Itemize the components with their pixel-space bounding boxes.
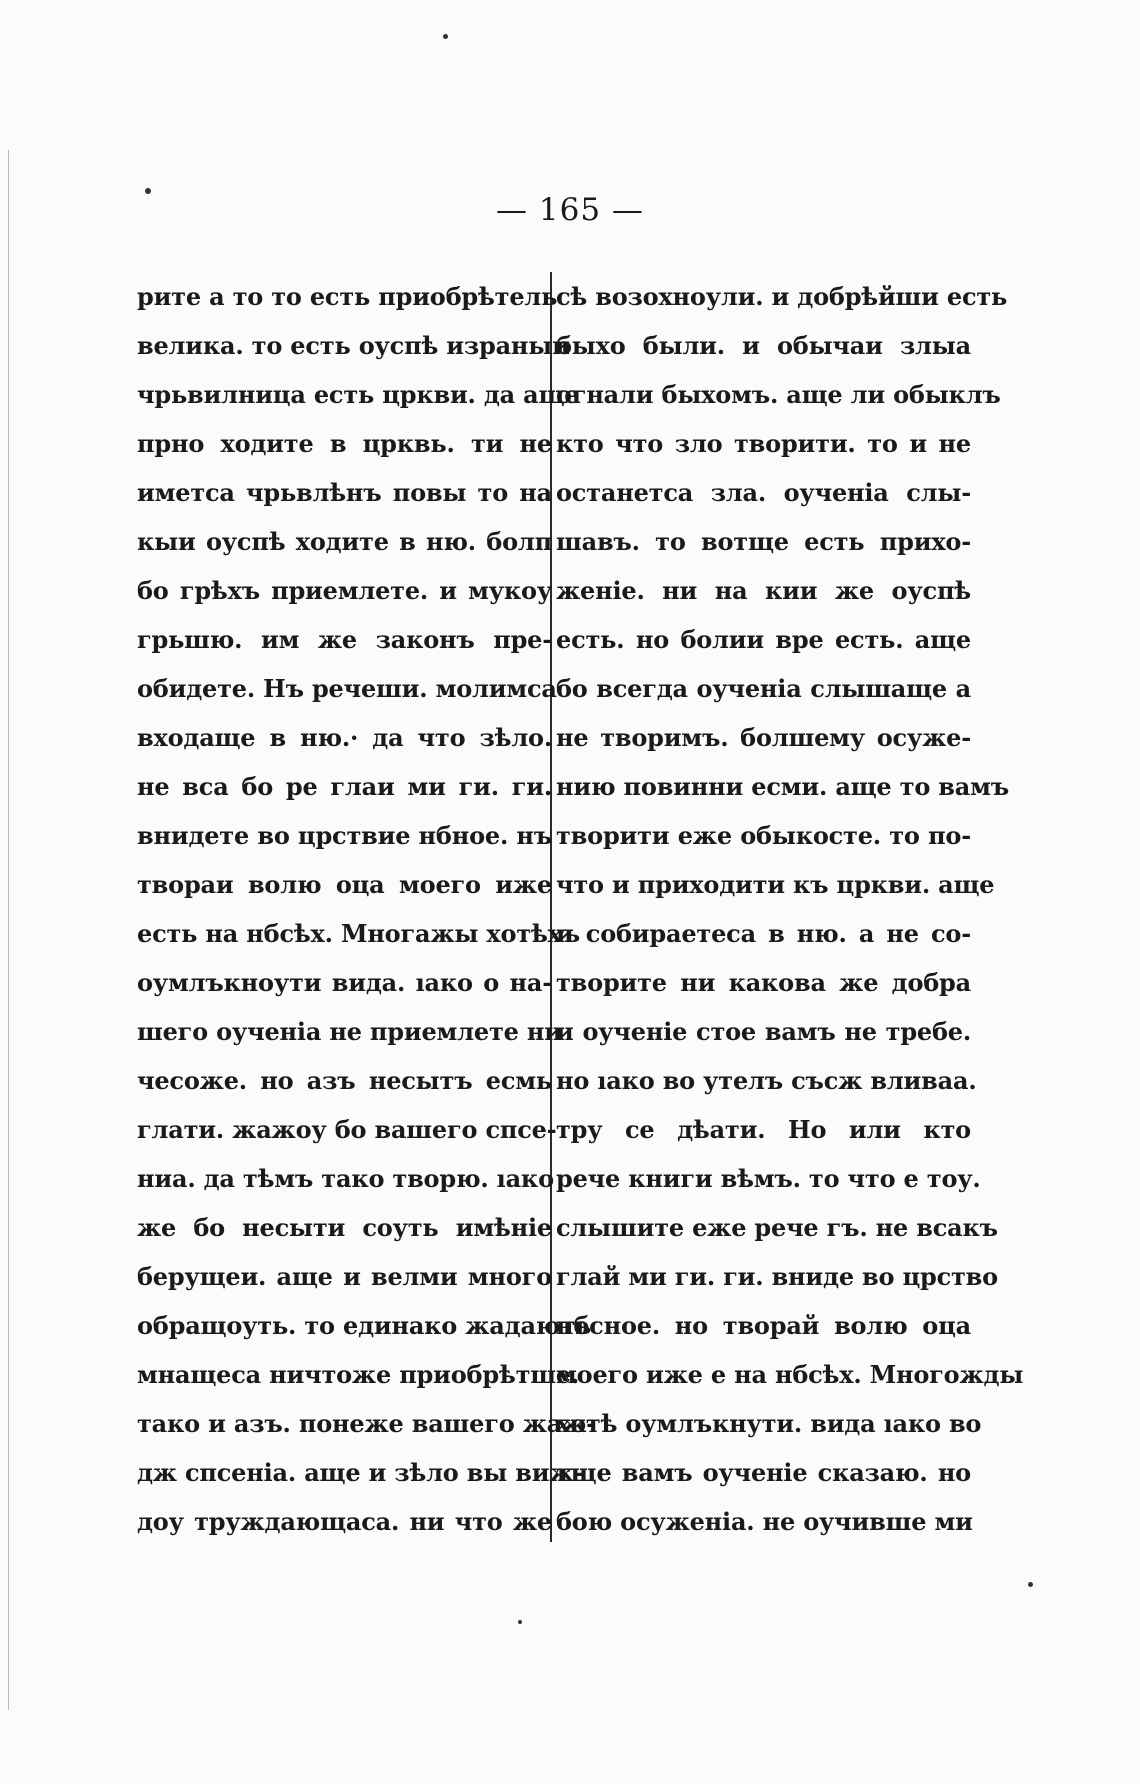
left-margin-line [8, 150, 9, 1710]
text-line: бою осуженіа. не оучивше ми [556, 1507, 973, 1536]
text-line: входаще в ню.· да что зѣло. [137, 723, 552, 752]
text-line: рите а то то есть приобрѣтель [137, 282, 558, 311]
text-line: есть на нбсѣх. Многажы хотѣхъ [137, 919, 580, 948]
ink-speck [518, 1620, 522, 1624]
text-line: доу труждающаса. ни что же [137, 1507, 552, 1536]
text-line: бо грѣхъ приемлете. и мукоу [137, 576, 552, 605]
text-line: велика. то есть оуспѣ израныи [137, 331, 570, 360]
text-line: шавъ. то вотще есть прихо- [556, 527, 971, 556]
text-line: и собираетеса в ню. а не со- [556, 919, 971, 948]
text-line: огнали быхомъ. аще ли обыклъ [556, 380, 1001, 409]
text-line: тще вамъ оученіе сказаю. но [556, 1458, 971, 1487]
text-line: бо всегда оученіа слышаще а [556, 674, 971, 703]
text-line: творити еже обыкосте. то по- [556, 821, 971, 850]
text-line: грьшю. им же законъ пре- [137, 625, 552, 654]
ink-speck [1028, 1582, 1033, 1587]
page-number: — 165 — [496, 192, 644, 228]
text-line: обидете. Нъ речеши. молимса [137, 674, 557, 703]
text-line: тако и азъ. понеже вашего жаж- [137, 1409, 596, 1438]
text-line: творите ни какова же добра [556, 968, 971, 997]
text-line: прно ходите в црквь. ти не [137, 429, 552, 458]
text-line: останетса зла. оученіа слы- [556, 478, 971, 507]
text-line: моего иже е на нбсѣх. Многожды [556, 1360, 1024, 1389]
text-line: нию повинни есми. аще то вамъ [556, 772, 1009, 801]
text-line: ниа. да тѣмъ тако творю. ıако [137, 1164, 554, 1193]
text-line: дж спсеніа. аще и зѣло вы виж- [137, 1458, 584, 1487]
ink-speck [443, 34, 448, 39]
text-line: же бо несыти соуть имѣніе [137, 1213, 552, 1242]
text-line: сѣ возохноули. и добрѣйши есть [556, 282, 1008, 311]
text-line: чесоже. но азъ несытъ есмь [137, 1066, 552, 1095]
text-line: не творимъ. болшему осуже- [556, 723, 971, 752]
right-column [556, 282, 1024, 1556]
text-line: кыи оуспѣ ходите в ню. болп [137, 527, 552, 556]
text-line: оумлъкноути вида. ıако о на- [137, 968, 552, 997]
text-line: твораи волю оца моего иже [137, 870, 552, 899]
text-line: шего оученіа не приемлете ни [137, 1017, 562, 1046]
text-line: иметса чрьвлѣнъ повы то на [137, 478, 552, 507]
text-line: хотѣ оумлъкнути. вида ıако во [556, 1409, 982, 1438]
text-line: кто что зло творити. то и не [556, 429, 971, 458]
text-line: тру се дѣати. Но или кто [556, 1115, 971, 1144]
left-column [137, 282, 596, 1556]
text-line: быхо были. и обычаи злыа [556, 331, 971, 360]
text-line: чрьвилница есть цркви. да аще [137, 380, 580, 409]
text-line: берущеи. аще и велми много [137, 1262, 552, 1291]
text-line: нбсное. но творай волю оца [556, 1311, 971, 1340]
text-line: слышите еже рече гъ. не всакъ [556, 1213, 998, 1242]
text-line: но ıако во утелъ съсж вливаа. [556, 1066, 977, 1095]
text-line: женіе. ни на кии же оуспѣ [556, 576, 971, 605]
text-line: глати. жажоу бо вашего спсе- [137, 1115, 557, 1144]
text-line: мнащеса ничтоже приобрѣтше. [137, 1360, 580, 1389]
text-line: и оученіе стое вамъ не требе. [556, 1017, 971, 1046]
text-line: что и приходити къ цркви. аще [556, 870, 995, 899]
text-line: внидете во црствие нбное. нъ [137, 821, 552, 850]
text-line: рече книги вѣмъ. то что е тоу. [556, 1164, 981, 1193]
text-line: не вса бо ре глаи ми ги. ги. [137, 772, 552, 801]
text-line: есть. но болии вре есть. аще [556, 625, 971, 654]
text-line: глай ми ги. ги. вниде во црство [556, 1262, 998, 1291]
text-line: обращоуть. то единако жадають [137, 1311, 591, 1340]
